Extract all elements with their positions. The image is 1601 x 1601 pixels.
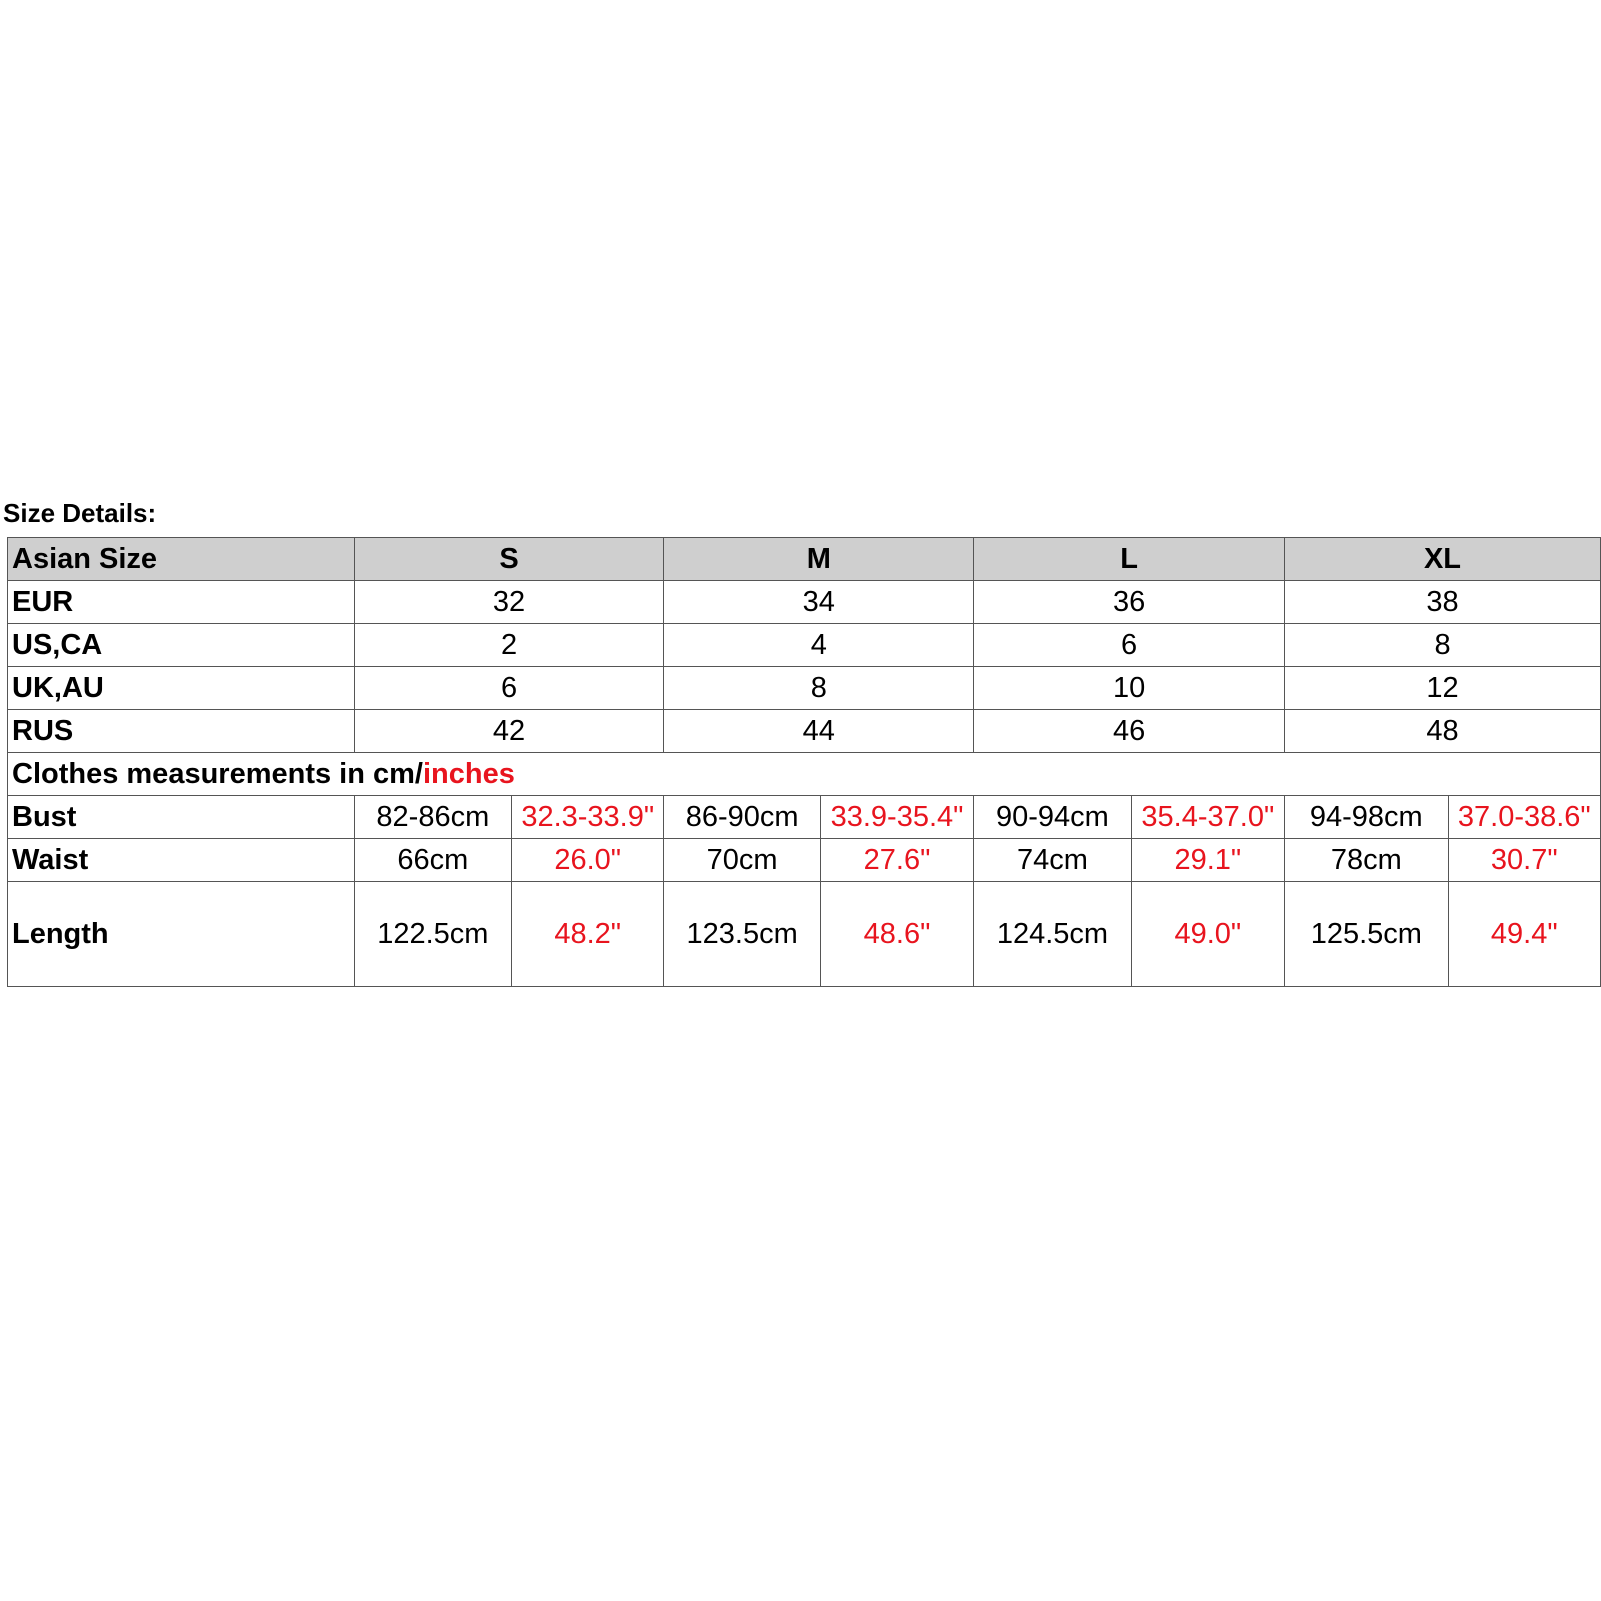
size-value-cell: 6 [974, 624, 1285, 667]
size-chart-table [7, 537, 1601, 987]
row-label-cell: Length [8, 882, 355, 987]
inch-value-cell: 33.9-35.4" [820, 796, 973, 839]
table-row [8, 839, 1601, 882]
inch-value-cell: 32.3-33.9" [512, 796, 664, 839]
cm-value-cell: 70cm [664, 839, 820, 882]
size-value-cell: 32 [354, 581, 664, 624]
table-row [8, 667, 1601, 710]
size-value-cell: 42 [354, 710, 664, 753]
size-header-cell: S [354, 538, 664, 581]
row-label-cell: Waist [8, 839, 355, 882]
size-value-cell: 10 [974, 667, 1285, 710]
row-label-cell: RUS [8, 710, 355, 753]
header-label-cell: Asian Size [8, 538, 355, 581]
table-row [8, 710, 1601, 753]
inch-value-cell: 30.7" [1448, 839, 1600, 882]
size-value-cell: 36 [974, 581, 1285, 624]
inch-value-cell: 48.2" [512, 882, 664, 987]
inch-value-cell: 29.1" [1131, 839, 1284, 882]
section-heading-highlight: inches [422, 758, 515, 790]
inch-value-cell: 27.6" [820, 839, 973, 882]
size-value-cell: 8 [1285, 624, 1601, 667]
size-value-cell: 48 [1285, 710, 1601, 753]
cm-value-cell: 74cm [974, 839, 1131, 882]
cm-value-cell: 78cm [1285, 839, 1449, 882]
cm-value-cell: 86-90cm [664, 796, 820, 839]
table-row [8, 882, 1601, 987]
size-value-cell: 34 [664, 581, 974, 624]
page-title: Size Details: [3, 498, 157, 528]
inch-value-cell: 49.0" [1131, 882, 1284, 987]
table-row [8, 581, 1601, 624]
cm-value-cell: 94-98cm [1285, 796, 1449, 839]
cm-value-cell: 125.5cm [1285, 882, 1449, 987]
cm-value-cell: 123.5cm [664, 882, 820, 987]
size-value-cell: 2 [354, 624, 664, 667]
size-header-cell: M [664, 538, 974, 581]
size-value-cell: 12 [1285, 667, 1601, 710]
inch-value-cell: 49.4" [1448, 882, 1600, 987]
section-row [8, 753, 1601, 796]
inch-value-cell: 48.6" [820, 882, 973, 987]
section-heading-text: Clothes measurements in cm/ [12, 758, 423, 790]
size-header-cell: XL [1285, 538, 1601, 581]
size-value-cell: 38 [1285, 581, 1601, 624]
size-value-cell: 46 [974, 710, 1285, 753]
size-value-cell: 44 [664, 710, 974, 753]
size-value-cell: 4 [664, 624, 974, 667]
size-value-cell: 8 [664, 667, 974, 710]
cm-value-cell: 82-86cm [354, 796, 511, 839]
inch-value-cell: 26.0" [512, 839, 664, 882]
row-label-cell: EUR [8, 581, 355, 624]
table-row [8, 796, 1601, 839]
table-header-row [8, 538, 1601, 581]
section-heading [8, 753, 1601, 796]
inch-value-cell: 35.4-37.0" [1131, 796, 1284, 839]
row-label-cell: UK,AU [8, 667, 355, 710]
cm-value-cell: 122.5cm [354, 882, 511, 987]
inch-value-cell: 37.0-38.6" [1448, 796, 1600, 839]
cm-value-cell: 124.5cm [974, 882, 1131, 987]
cm-value-cell: 90-94cm [974, 796, 1131, 839]
cm-value-cell: 66cm [354, 839, 511, 882]
row-label-cell: US,CA [8, 624, 355, 667]
size-header-cell: L [974, 538, 1285, 581]
table-row [8, 624, 1601, 667]
row-label-cell: Bust [8, 796, 355, 839]
size-value-cell: 6 [354, 667, 664, 710]
